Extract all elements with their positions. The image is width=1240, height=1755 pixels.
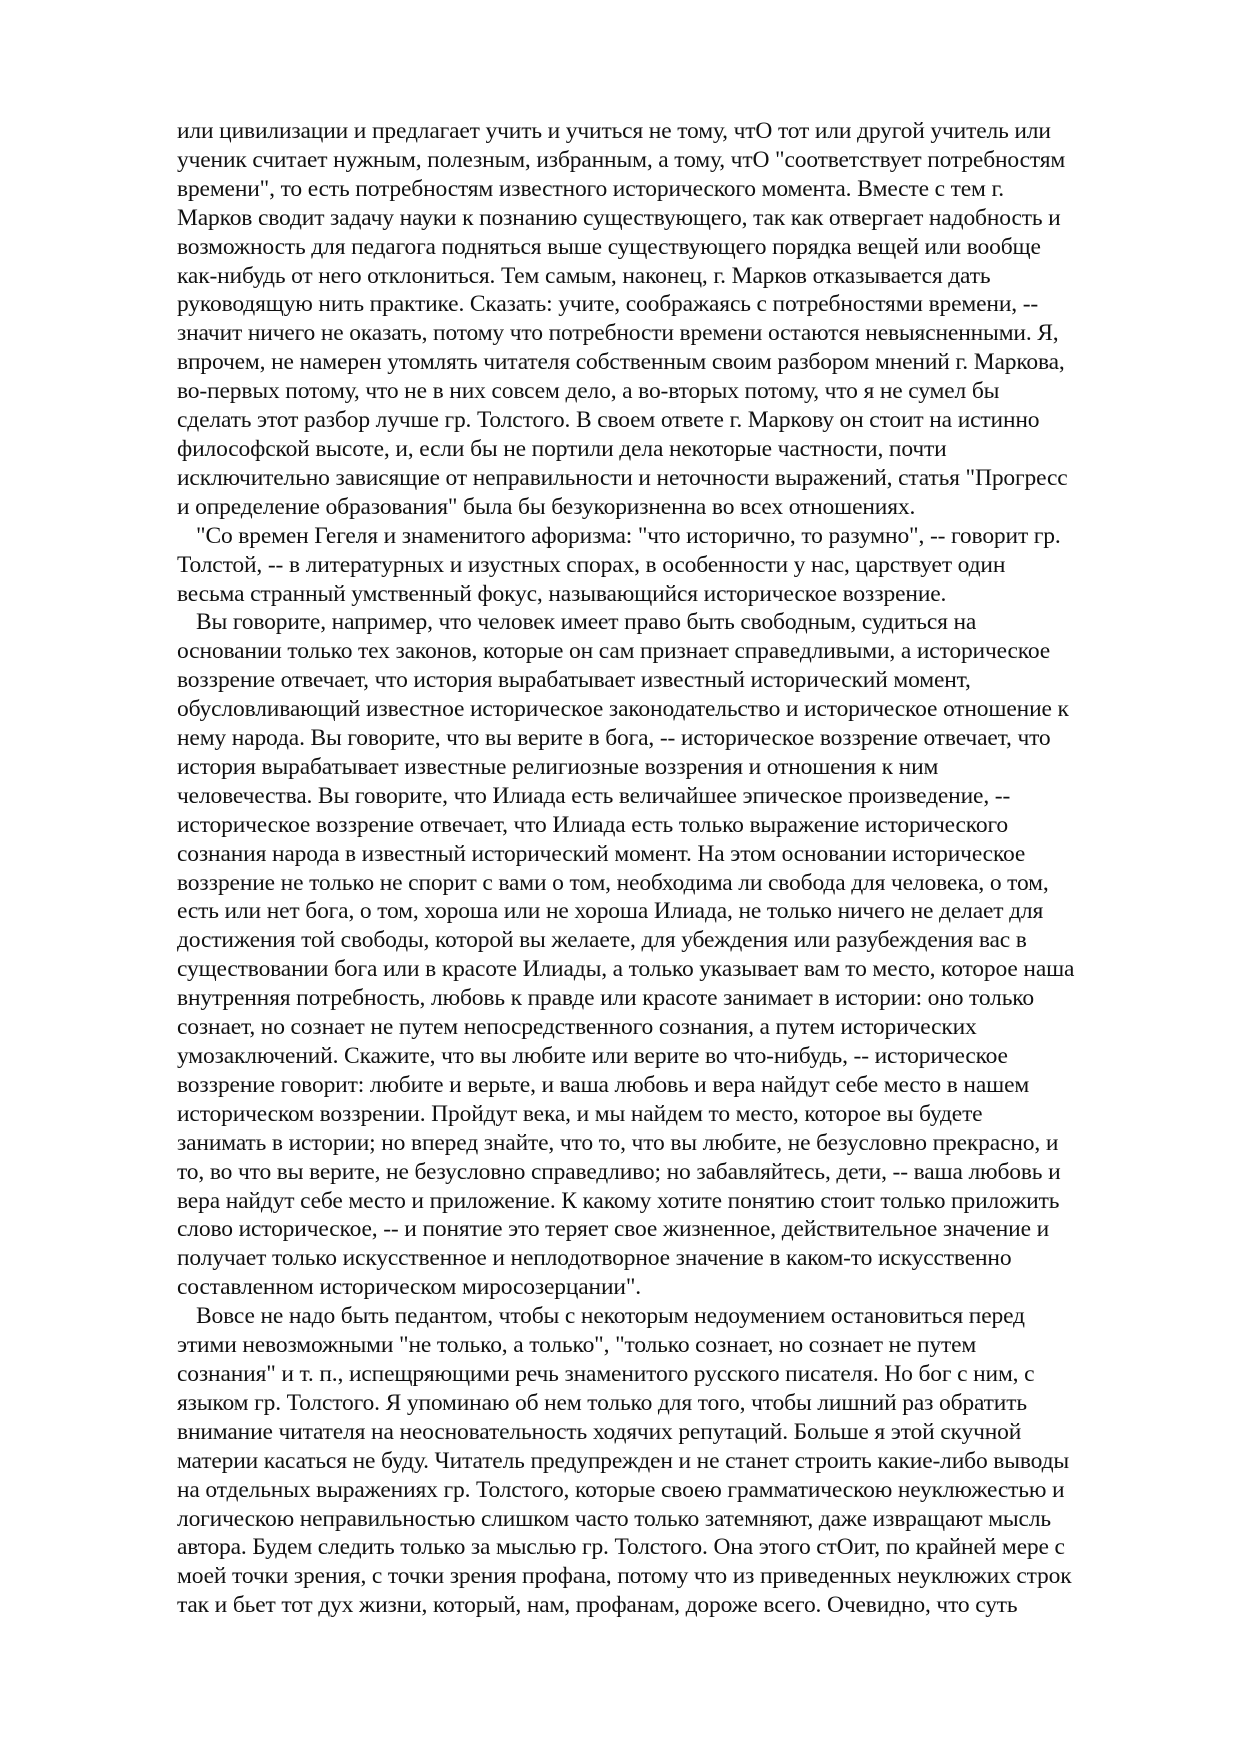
text-line: логическою неправильностью слишком часто только затемняют, даже извращают мысль <box>177 1505 1051 1532</box>
text-line: историческое воззрение отвечает, что Илиада есть только выражение исторического <box>177 811 1008 838</box>
text-line: воззрение говорит: любите и верьте, и ваша любовь и вера найдут себе место в нашем <box>177 1071 1030 1098</box>
text-line: автора. Будем следить только за мыслью гр. Толстого. Она этого стОит, по крайней мере с <box>177 1534 1065 1561</box>
text-line: вера найдут себе место и приложение. К какому хотите понятию стоит только приложить <box>177 1187 1060 1214</box>
text-line: во-первых потому, что не в них совсем дело, а во-вторых потому, что я не сумел бы <box>177 378 1000 405</box>
text-line: весьма странный умственный фокус, называющийся историческое воззрение. <box>177 580 947 607</box>
text-line: получает только искусственное и неплодотворное значение в каком-то искусственно <box>177 1245 1012 1272</box>
text-line: философской высоте, и, если бы не портили дела некоторые частности, почти <box>177 435 947 462</box>
text-line: основании только тех законов, которые он сам признает справедливыми, а историческое <box>177 638 1051 665</box>
text-line: языком гр. Толстого. Я упоминаю об нем только для того, чтобы лишний раз обратить <box>177 1389 1027 1416</box>
text-line: ученик считает нужным, полезным, избранным, а тому, чтО "соответствует потребностям <box>177 146 1066 173</box>
text-line: нему народа. Вы говорите, что вы верите в бога, -- историческое воззрение отвечает, что <box>177 725 1051 752</box>
text-line: так и бьет тот дух жизни, который, нам, профанам, дороже всего. Очевидно, что суть <box>177 1592 1018 1619</box>
text-line: сознания" и т. п., испещряющими речь знаменитого русского писателя. Но бог с ним, с <box>177 1360 1035 1387</box>
text-line: воззрение отвечает, что история вырабатывает известный исторический момент, <box>177 667 971 694</box>
text-line: обусловливающий известное историческое законодательство и историческое отношение к <box>177 696 1069 723</box>
text-line: то, во что вы верите, не безусловно справедливо; но забавляйтесь, дети, -- ваша любовь и <box>177 1158 1061 1185</box>
text-line: достижения той свободы, которой вы желаете, для убеждения или разубеждения вас в <box>177 927 1027 954</box>
text-line: руководящую нить практике. Сказать: учите, соображаясь с потребностями времени, -- <box>177 291 1039 318</box>
text-line: внутренняя потребность, любовь к правде или красоте занимает в истории: оно только <box>177 985 1034 1012</box>
text-line: сделать этот разбор лучше гр. Толстого. В своем ответе г. Маркову он стоит на истинно <box>177 407 1040 434</box>
text-line: умозаключений. Скажите, что вы любите или верите во что-нибудь, -- историческое <box>177 1043 1008 1069</box>
paragraph-start-line: Вовсе не надо быть педантом, чтобы с некоторым недоумением остановиться перед <box>196 1303 1025 1330</box>
text-line: сознает, но сознает не путем непосредственного сознания, а путем исторических <box>177 1014 977 1041</box>
text-line: история вырабатывает известные религиозные воззрения и отношения к ним <box>177 753 939 780</box>
text-line: времени", то есть потребностям известного исторического момента. Вместе с тем г. <box>177 175 1005 202</box>
text-line: сознания народа в известный исторический момент. На этом основании историческое <box>177 840 1026 867</box>
text-line: впрочем, не намерен утомлять читателя собственным своим разбором мнений г. Маркова, <box>177 349 1065 376</box>
text-line: внимание читателя на неосновательность ходячих репутаций. Больше я этой скучной <box>177 1418 1022 1445</box>
text-line: занимать в истории; но вперед знайте, что то, что вы любите, не безусловно прекрасно, и <box>177 1129 1059 1156</box>
text-line: есть или нет бога, о том, хороша или не хороша Илиада, не только ничего не делает для <box>177 898 1044 925</box>
text-line: как-нибудь от него отклониться. Тем самым, наконец, г. Марков отказывается дать <box>177 262 991 289</box>
text-line: историческом воззрении. Пройдут века, и мы найдем то место, которое вы будете <box>177 1100 983 1127</box>
text-line: слово историческое, -- и понятие это теряет свое жизненное, действительное значение и <box>177 1216 1050 1243</box>
text-line: исключительно зависящие от неправильности и неточности выражений, статья "Прогресс <box>177 464 1068 491</box>
text-line: или цивилизации и предлагает учить и учиться не тому, чтО тот или другой учитель или <box>177 118 1051 144</box>
document-body-text <box>177 117 1157 1620</box>
paragraph-start-line: "Со времен Гегеля и знаменитого афоризма: "что исторично, то разумно", -- говорит гр. <box>196 522 1061 549</box>
text-line: и определение образования" была бы безукоризненна во всех отношениях. <box>177 493 916 520</box>
text-line: составленном историческом миросозерцании". <box>177 1274 641 1301</box>
text-line: материи касаться не буду. Читатель предупрежден и не станет строить какие-либо выводы <box>177 1447 1070 1474</box>
text-line: моей точки зрения, с точки зрения профана, потому что из приведенных неуклюжих строк <box>177 1563 1072 1590</box>
text-line: возможность для педагога подняться выше существующего порядка вещей или вообще <box>177 233 1041 260</box>
paragraph-start-line: Вы говорите, например, что человек имеет право быть свободным, судиться на <box>196 609 977 636</box>
text-line: Толстой, -- в литературных и изустных спорах, в особенности у нас, царствует один <box>177 551 1006 578</box>
text-line: этими невозможными "не только, а только", "только сознает, но сознает не путем <box>177 1332 977 1359</box>
text-line: значит ничего не оказать, потому что потребности времени остаются невыясненными. Я, <box>177 320 1059 347</box>
text-line: существовании бога или в красоте Илиады, а только указывает вам то место, которое наша <box>177 956 1075 983</box>
text-line: человечества. Вы говорите, что Илиада есть величайшее эпическое произведение, -- <box>177 782 1011 809</box>
text-line: Марков сводит задачу науки к познанию существующего, так как отвергает надобность и <box>177 204 1061 231</box>
text-line: на отдельных выражениях гр. Толстого, которые своею грамматическою неуклюжестью и <box>177 1476 1065 1503</box>
text-line: воззрение не только не спорит с вами о том, необходима ли свобода для человека, о том, <box>177 869 1049 896</box>
